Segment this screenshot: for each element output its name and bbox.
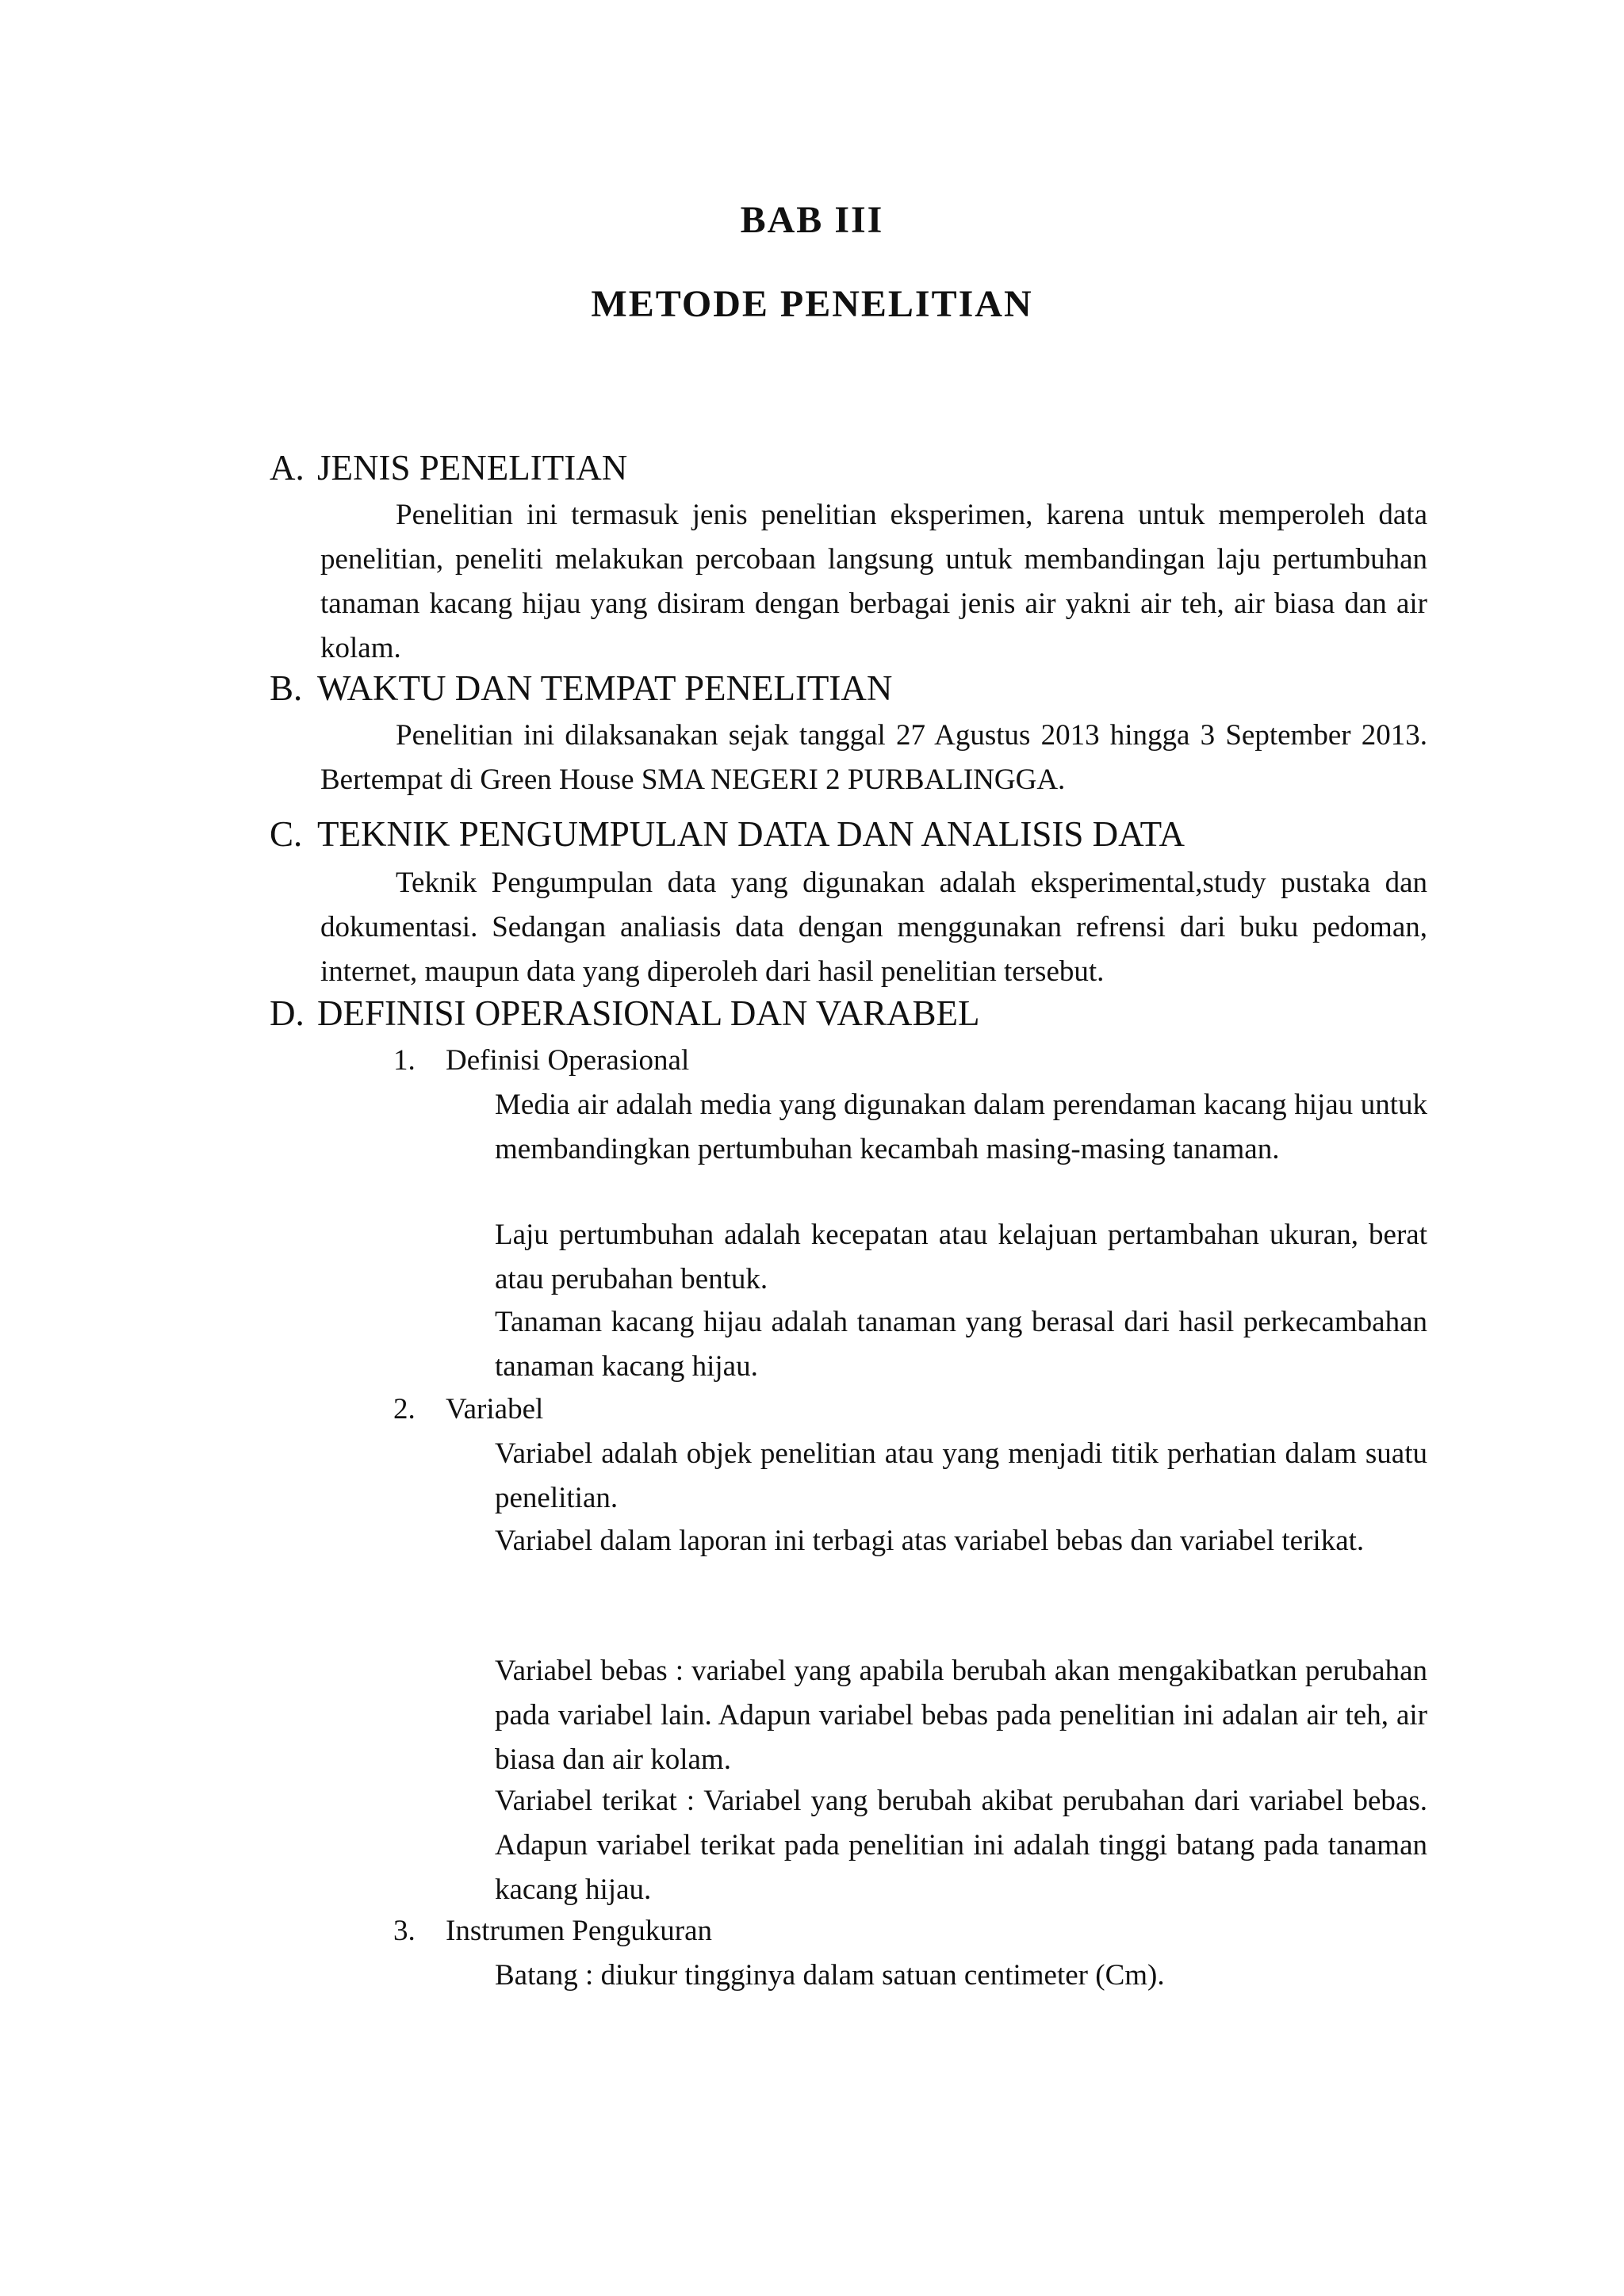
list-number: 3.	[393, 1915, 416, 1947]
chapter-title: METODE PENELITIAN	[591, 283, 1033, 325]
list-item-definisi-operasional	[393, 1039, 689, 1083]
variabel-definition: Variabel adalah objek penelitian atau yang menjadi titik perhatian dalam suatu penelitian.	[495, 1437, 1427, 1514]
section-heading-c	[270, 812, 1185, 856]
section-heading-d	[270, 991, 979, 1035]
list-number: 1.	[393, 1044, 416, 1077]
list-number: 2.	[393, 1393, 416, 1425]
section-title: JENIS PENELITIAN	[317, 448, 628, 488]
variabel-terikat: Variabel terikat : Variabel yang berubah akibat perubahan dari variabel bebas. Adapun variabel terikat pada penelitian ini adalah tinggi batang pada tanaman kacang hijau.	[495, 1785, 1427, 1906]
definition-tanaman-kacang-hijau: Tanaman kacang hijau adalah tanaman yang berasal dari hasil perkecambahan tanaman kacang hijau.	[495, 1306, 1427, 1383]
section-title: WAKTU DAN TEMPAT PENELITIAN	[317, 668, 893, 708]
variabel-division: Variabel dalam laporan ini terbagi atas variabel bebas dan variabel terikat.	[495, 1525, 1365, 1557]
section-letter: C.	[270, 814, 303, 854]
section-title: TEKNIK PENGUMPULAN DATA DAN ANALISIS DATA	[317, 814, 1185, 854]
section-paragraph-b: Penelitian ini dilaksanakan sejak tanggal 27 Agustus 2013 hingga 3 September 2013. Bertempat di Green House SMA NEGERI 2 PURBALINGGA.	[320, 719, 1427, 796]
list-item-variabel	[393, 1387, 543, 1432]
definition-media-air: Media air adalah media yang digunakan dalam perendaman kacang hijau untuk membandingkan pertumbuhan kecambah masing-masing tanaman.	[495, 1089, 1427, 1165]
section-heading-a	[270, 446, 627, 490]
chapter-label: BAB III	[740, 199, 884, 241]
section-paragraph-a: Penelitian ini termasuk jenis penelitian eksperimen, karena untuk memperoleh data penelitian, peneliti melakukan percobaan langsung untuk membandingan laju pertumbuhan tanaman kacang hijau yang disiram dengan berbagai jenis air yakni air teh, air biasa dan air kolam.	[320, 499, 1427, 664]
definition-laju-pertumbuhan: Laju pertumbuhan adalah kecepatan atau kelajuan pertambahan ukuran, berat atau perubahan bentuk.	[495, 1219, 1427, 1295]
list-title: Variabel	[446, 1393, 544, 1425]
section-paragraph-c: Teknik Pengumpulan data yang digunakan adalah eksperimental,study pustaka dan dokumentasi. Sedangan analiasis data dengan menggunakan refrensi dari buku pedoman, internet, maupun data yang diperoleh dari hasil penelitian tersebut.	[320, 867, 1427, 988]
variabel-bebas: Variabel bebas : variabel yang apabila berubah akan mengakibatkan perubahan pada variabel lain. Adapun variabel bebas pada penelitian ini adalan air teh, air biasa dan air kolam.	[495, 1655, 1427, 1776]
section-letter: D.	[270, 993, 304, 1033]
list-title: Definisi Operasional	[446, 1044, 690, 1077]
section-heading-b	[270, 666, 892, 710]
section-letter: B.	[270, 668, 303, 708]
section-title: DEFINISI OPERASIONAL DAN VARABEL	[317, 993, 980, 1033]
list-title: Instrumen Pengukuran	[446, 1915, 713, 1947]
instrumen-batang: Batang : diukur tingginya dalam satuan centimeter (Cm).	[495, 1959, 1165, 1992]
section-letter: A.	[270, 448, 304, 488]
list-item-instrumen-pengukuran	[393, 1909, 712, 1954]
